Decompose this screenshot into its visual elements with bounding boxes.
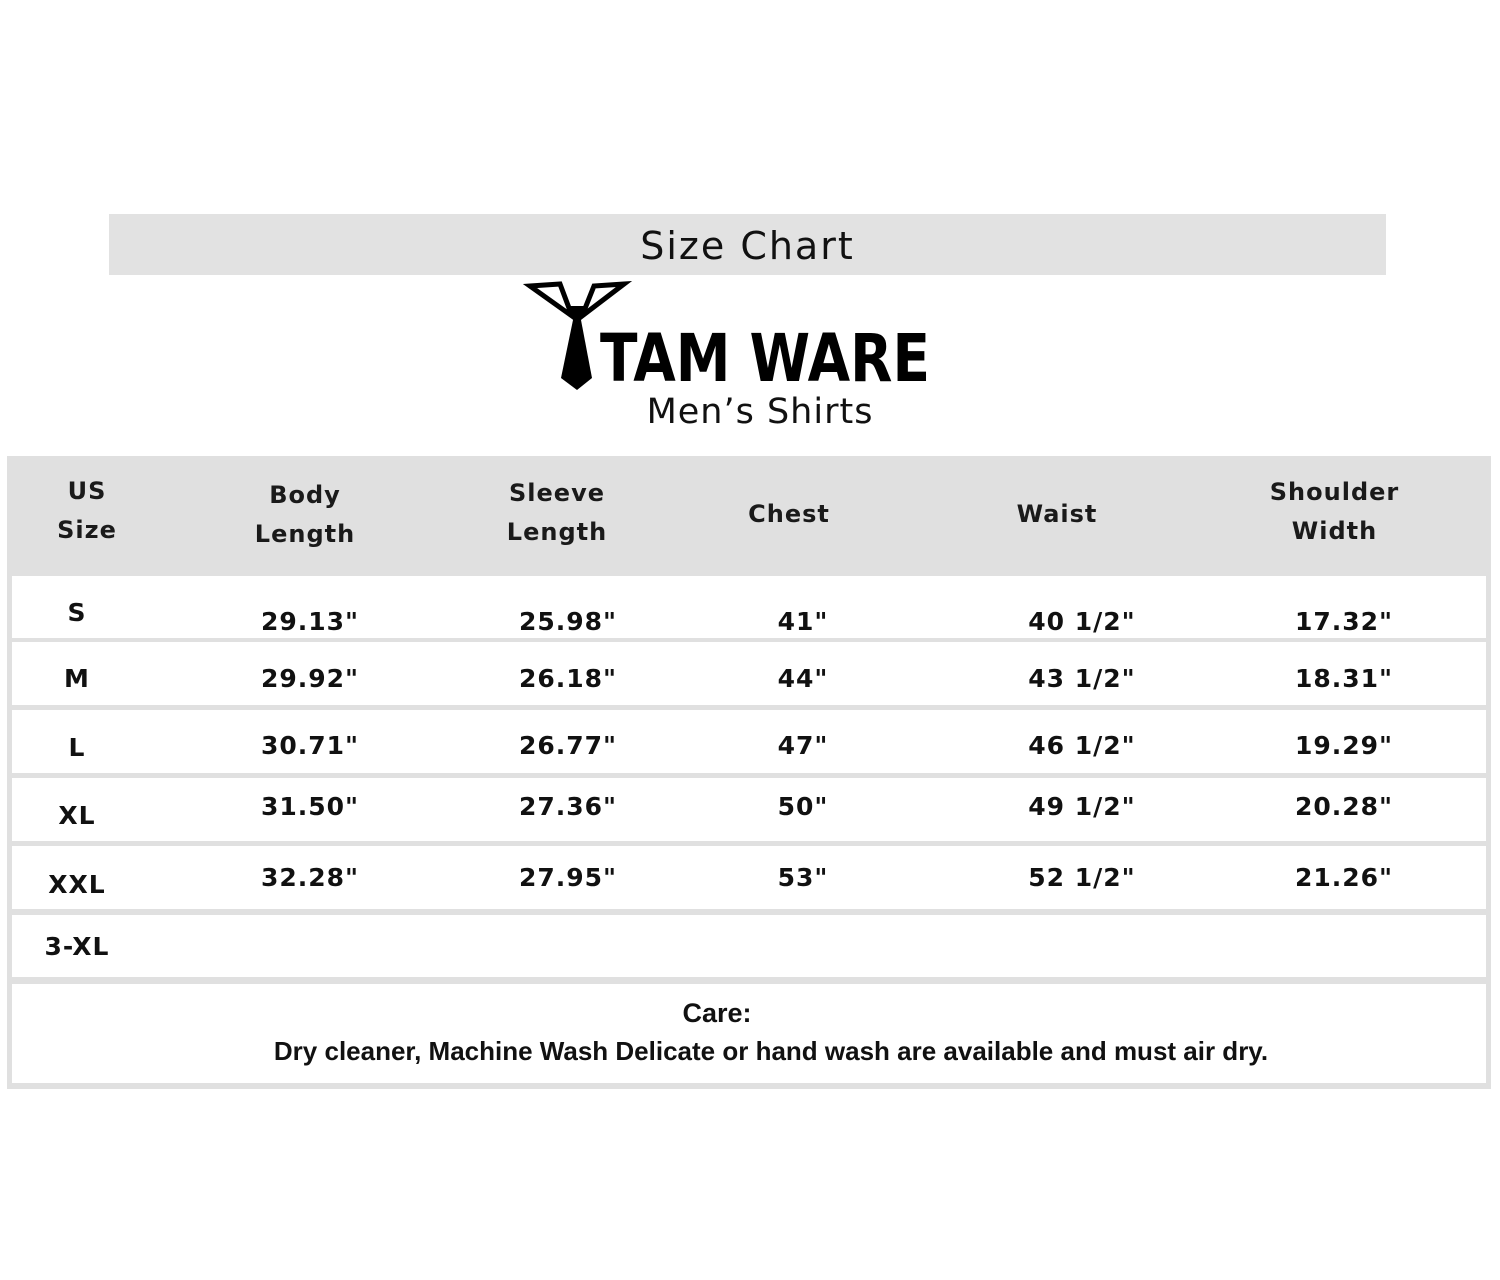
cell-body-length: 31.50" — [260, 792, 360, 821]
product-subtitle: Men’s Shirts — [646, 392, 874, 432]
cell-size: M — [64, 664, 90, 693]
cell-body-length: 30.71" — [260, 731, 360, 760]
cell-chest: 50" — [777, 792, 829, 821]
cell-shoulder-width: 21.26" — [1294, 863, 1394, 892]
cell-chest: 41" — [777, 607, 829, 636]
cell-chest: 44" — [777, 664, 829, 693]
cell-size: L — [68, 733, 86, 762]
table-header — [7, 456, 1491, 573]
tie-logo-icon — [524, 280, 944, 395]
cell-chest: 47" — [777, 731, 829, 760]
table-row — [12, 642, 1486, 705]
cell-waist: 52 1/2" — [1028, 863, 1136, 892]
size-table — [7, 456, 1491, 1089]
table-row — [12, 710, 1486, 773]
table-row — [12, 576, 1486, 638]
cell-body-length: 29.13" — [260, 607, 360, 636]
care-instructions: Dry cleaner, Machine Wash Delicate or hand wash are available and must air dry. — [273, 1036, 1269, 1066]
title-bar — [109, 214, 1386, 275]
table-row — [12, 846, 1486, 909]
cell-waist: 46 1/2" — [1028, 731, 1136, 760]
table-row — [12, 778, 1486, 841]
cell-sleeve-length: 25.98" — [518, 607, 618, 636]
cell-chest: 53" — [777, 863, 829, 892]
cell-sleeve-length: 27.36" — [518, 792, 618, 821]
cell-size: 3-XL — [44, 932, 110, 961]
cell-sleeve-length: 26.18" — [518, 664, 618, 693]
cell-shoulder-width: 20.28" — [1294, 792, 1394, 821]
column-header-waist: Waist — [1016, 500, 1098, 528]
cell-size: XL — [58, 801, 96, 830]
care-title: Care: — [682, 998, 752, 1028]
cell-size: XXL — [48, 870, 106, 899]
cell-shoulder-width: 17.32" — [1294, 607, 1394, 636]
cell-body-length: 32.28" — [260, 863, 360, 892]
brand-logo — [524, 280, 944, 395]
column-header-us-size: US Size — [57, 476, 117, 544]
cell-sleeve-length: 26.77" — [518, 731, 618, 760]
page-title: Size Chart — [640, 223, 855, 268]
cell-shoulder-width: 19.29" — [1294, 731, 1394, 760]
logo-wordmark: TAM WARE — [600, 320, 930, 397]
column-header-sleeve-length: Sleeve Length — [506, 478, 608, 546]
cell-shoulder-width: 18.31" — [1294, 664, 1394, 693]
cell-waist: 43 1/2" — [1028, 664, 1136, 693]
cell-size: S — [67, 598, 87, 627]
table-row — [12, 915, 1486, 977]
column-header-shoulder-width: Shoulder Width — [1269, 477, 1400, 545]
column-header-chest: Chest — [748, 500, 830, 528]
cell-sleeve-length: 27.95" — [518, 863, 618, 892]
cell-body-length: 29.92" — [260, 664, 360, 693]
care-section — [12, 984, 1486, 1083]
cell-waist: 40 1/2" — [1028, 607, 1136, 636]
column-header-body-length: Body Length — [254, 480, 356, 548]
cell-waist: 49 1/2" — [1028, 792, 1136, 821]
